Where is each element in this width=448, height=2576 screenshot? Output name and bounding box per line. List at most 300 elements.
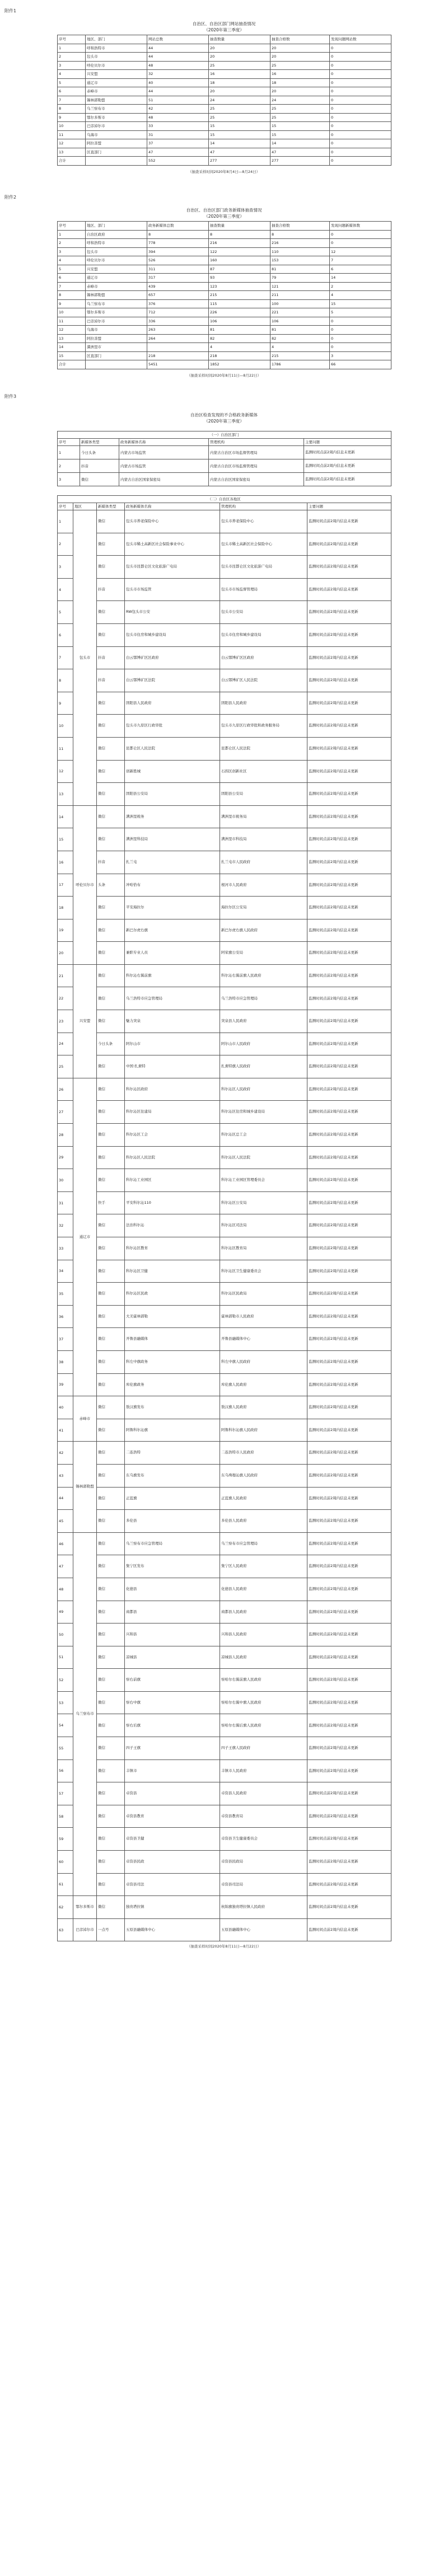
- table-cell: 0: [330, 334, 391, 343]
- table-cell: 魅力突泉: [125, 1010, 220, 1033]
- table-cell: 监测时间点前2周内信息未更新: [307, 646, 391, 669]
- table-cell: 微信: [97, 1328, 125, 1351]
- table-cell: 监测时间点前2周内信息未更新: [307, 578, 391, 601]
- table-row: [58, 1169, 391, 1192]
- table-cell: 0: [330, 96, 391, 105]
- table-cell: 兴安盟: [86, 70, 147, 79]
- table-row: [58, 1669, 391, 1692]
- table-cell: 微信: [97, 1601, 125, 1624]
- table-row: [58, 1283, 391, 1306]
- table-cell: 乌兰浩特市应急管理局: [125, 987, 220, 1010]
- table-cell: 监测时间点前2周内信息未更新: [307, 1419, 391, 1442]
- table-cell: 微信: [97, 805, 125, 828]
- table-cell: 0: [330, 122, 391, 131]
- table-row: [58, 1896, 391, 1919]
- table-cell: 呼和浩特市: [86, 239, 147, 248]
- table-header-row: [58, 222, 391, 231]
- table-cell: 56: [58, 1759, 73, 1782]
- table-row: [58, 157, 391, 166]
- table-cell: 集宁区人民政府: [220, 1555, 307, 1578]
- table-cell: 81: [209, 326, 270, 335]
- table-cell: 正蓝旗人民政府: [220, 1487, 307, 1510]
- table-cell: 监测时间点前2周内信息未更新: [307, 1328, 391, 1351]
- table-cell: 3: [58, 556, 73, 579]
- table-cell: 微信: [97, 1646, 125, 1669]
- table-cell: 33: [58, 1237, 73, 1260]
- table-cell: 0: [330, 148, 391, 157]
- table-cell: 微信: [97, 987, 125, 1010]
- table-cell: 扎赉特旗人民政府: [220, 1055, 307, 1078]
- table-cell: 监测时间点前2周内信息未更新: [307, 760, 391, 783]
- table-cell: 20: [270, 87, 330, 96]
- table-cell: [147, 343, 209, 352]
- table-row: [58, 343, 391, 352]
- table-cell: 正蓝旗: [125, 1487, 220, 1510]
- column-header: 发现问题网站数: [330, 35, 391, 44]
- table-cell: 包头市稀土高新区社会保险事业中心: [125, 533, 220, 556]
- table-cell: 微信: [97, 760, 125, 783]
- table-cell: 敖汉旗人民政府: [220, 1396, 307, 1419]
- region-cell: 锡林郭勒盟: [73, 1442, 97, 1532]
- table-cell: 内蒙古自治区市场监督管理局: [209, 459, 304, 473]
- table-cell: 7: [58, 282, 86, 291]
- table-cell: 216: [270, 239, 330, 248]
- table-row: [58, 601, 391, 624]
- table-cell: 15: [209, 130, 270, 139]
- table-cell: 53: [58, 1691, 73, 1714]
- table-cell: 察哈尔右翼前旗人民政府: [220, 1669, 307, 1692]
- attachment-2-title: 自治区、自治区部门政务新媒体抽查情况: [186, 208, 262, 213]
- table-cell: 兴和县人民政府: [220, 1624, 307, 1646]
- table-cell: 卓资县: [125, 1782, 220, 1805]
- table-row: [58, 317, 391, 326]
- table-cell: 微信: [97, 1305, 125, 1328]
- table-cell: 38: [58, 1350, 73, 1373]
- table-cell: 20: [270, 53, 330, 62]
- table-row: [58, 623, 391, 646]
- table-cell: 监测时间点前2周内信息未更新: [304, 459, 391, 473]
- table-cell: 9: [58, 299, 86, 308]
- table-row: [58, 87, 391, 96]
- table-cell: 微信: [97, 828, 125, 851]
- table-cell: 五原县融媒体中心: [220, 1918, 307, 1941]
- table-cell: 12: [58, 139, 86, 148]
- table-cell: 微信: [97, 1737, 125, 1760]
- table-cell: 微信: [97, 1442, 125, 1465]
- table-cell: 阿尔山市: [125, 1033, 220, 1055]
- table-cell: 固阳县公安局: [125, 783, 220, 806]
- table-cell: 商都县: [125, 1601, 220, 1624]
- table-row: [58, 1873, 391, 1896]
- table-row: [58, 1305, 391, 1328]
- table-cell: 内蒙古自治区国家保密局: [119, 473, 209, 486]
- table-cell: 16: [58, 851, 73, 874]
- table-cell: 11: [58, 130, 86, 139]
- table-cell: 监测时间点前2周内信息未更新: [307, 1896, 391, 1919]
- table-cell: 科尔沁区住建局: [125, 1101, 220, 1124]
- attachment-3-section-2-table: [57, 495, 391, 1941]
- table-cell: 微信: [97, 1283, 125, 1306]
- column-header: 抽查数量: [209, 35, 270, 44]
- table-cell: 226: [209, 308, 270, 317]
- table-cell: 微信: [97, 919, 125, 942]
- column-header: 政务新媒体总数: [147, 222, 209, 231]
- table-cell: 察右后旗: [125, 1714, 220, 1737]
- table-cell: 712: [147, 308, 209, 317]
- table-cell: 微信: [97, 1487, 125, 1510]
- table-cell: 监测时间点前2周内信息未更新: [307, 1918, 391, 1941]
- table-cell: 122: [209, 247, 270, 256]
- table-cell: 昆都仑区人民法院: [125, 737, 220, 760]
- table-row: [58, 446, 391, 459]
- table-cell: 科尔沁区总工会: [220, 1124, 307, 1147]
- table-cell: 微信: [97, 601, 125, 624]
- table-cell: 33: [147, 122, 209, 131]
- table-cell: 呼伦贝尔市: [86, 61, 147, 70]
- table-row: [58, 692, 391, 715]
- table-cell: 55: [58, 1737, 73, 1760]
- table-cell: 40: [58, 1396, 73, 1419]
- table-cell: 科尔沁区政府: [125, 1078, 220, 1101]
- table-cell: 微信: [97, 1078, 125, 1101]
- table-cell: 24: [270, 96, 330, 105]
- table-cell: 监测时间点前2周内信息未更新: [307, 556, 391, 579]
- table-cell: 微信: [97, 1373, 125, 1396]
- table-cell: 监测时间点前2周内信息未更新: [307, 1759, 391, 1782]
- table-cell: 监测时间点前2周内信息未更新: [307, 942, 391, 965]
- table-cell: 监测时间点前2周内信息未更新: [307, 1283, 391, 1306]
- table-cell: 科尔沁右翼前旗: [125, 964, 220, 987]
- table-row: [58, 1191, 391, 1214]
- table-cell: 今日头条: [97, 1033, 125, 1055]
- table-cell: 微信: [97, 1510, 125, 1533]
- table-cell: 包头市昆都仑区文化旅游广电局: [125, 556, 220, 579]
- attachment-2-table: [57, 221, 391, 369]
- table-row: [58, 70, 391, 79]
- table-cell: 监测时间点前2周内信息未更新: [307, 1464, 391, 1487]
- table-cell: 集宁区发布: [125, 1555, 220, 1578]
- table-row: [58, 1601, 391, 1624]
- table-cell: 16: [209, 70, 270, 79]
- table-cell: 20: [270, 44, 330, 53]
- table-cell: 微信: [97, 737, 125, 760]
- table-row: [58, 556, 391, 579]
- table-cell: 监测时间点前2周内信息未更新: [307, 1782, 391, 1805]
- table-row: [58, 148, 391, 157]
- table-cell: 221: [270, 308, 330, 317]
- table-cell: 阿拉善盟: [86, 334, 147, 343]
- column-header: 抽查合格数: [270, 35, 330, 44]
- table-cell: 监测时间点前2周内信息未更新: [307, 1055, 391, 1078]
- table-cell: 微信: [97, 1214, 125, 1237]
- table-cell: 微信: [97, 1691, 125, 1714]
- table-row: [58, 1124, 391, 1147]
- table-cell: 满洲里市税务局: [220, 805, 307, 828]
- table-cell: 25: [270, 113, 330, 122]
- table-cell: 丰镇市人民政府: [220, 1759, 307, 1782]
- table-row: [58, 299, 391, 308]
- table-row: [58, 351, 391, 360]
- table-cell: 包头市市场监督管理局: [220, 578, 307, 601]
- table-cell: 鄂尔多斯市: [86, 308, 147, 317]
- table-cell: 卓资县民政局: [220, 1851, 307, 1874]
- attachment-1-note: （抽查采样时间2020年8月4日—8月24日）: [188, 170, 260, 174]
- table-cell: 科左中旗政务: [125, 1350, 220, 1373]
- table-cell: 51: [58, 1646, 73, 1669]
- table-row: [58, 578, 391, 601]
- table-cell: 10: [58, 715, 73, 738]
- table-cell: 监测时间点前2周内信息未更新: [307, 715, 391, 738]
- table-cell: 监测时间点前2周内信息未更新: [307, 1146, 391, 1169]
- table-cell: 新巴尔虎右旗人民政府: [220, 919, 307, 942]
- attachment-1-subtitle: （2020年第三季度）: [204, 27, 244, 32]
- table-cell: 微信: [97, 1124, 125, 1147]
- table-row: [58, 919, 391, 942]
- table-cell: 4: [58, 256, 86, 265]
- table-cell: 1: [58, 510, 73, 533]
- table-cell: 16: [270, 70, 330, 79]
- table-cell: 鄂尔多斯市: [86, 113, 147, 122]
- table-cell: 阿鲁科尔沁旗人民政府: [220, 1419, 307, 1442]
- table-row: [58, 828, 391, 851]
- table-row: [58, 256, 391, 265]
- table-cell: 28: [58, 1124, 73, 1147]
- table-cell: 监测时间点前2周内信息未更新: [307, 1214, 391, 1237]
- table-row: [58, 61, 391, 70]
- table-cell: 察右前旗: [125, 1669, 220, 1692]
- table-cell: 监测时间点前2周内信息未更新: [307, 805, 391, 828]
- table-cell: 微信: [97, 1669, 125, 1692]
- table-cell: 6: [330, 265, 391, 274]
- table-row: [58, 334, 391, 343]
- table-cell: 区直部门: [86, 148, 147, 157]
- table-cell: 白云鄂博矿区区政府: [125, 646, 220, 669]
- table-cell: 监测时间点前2周内信息未更新: [307, 1828, 391, 1851]
- table-cell: 卓资县卫生健康委员会: [220, 1828, 307, 1851]
- table-row: [58, 1555, 391, 1578]
- table-cell: 46: [58, 1532, 73, 1555]
- table-cell: 包头市市场监管: [125, 578, 220, 601]
- table-cell: 216: [209, 239, 270, 248]
- table-cell: 26: [58, 1078, 73, 1101]
- table-cell: 科尔沁区公安局: [220, 1191, 307, 1214]
- table-row: [58, 1487, 391, 1510]
- table-cell: 25: [209, 61, 270, 70]
- table-cell: 2: [58, 53, 86, 62]
- table-cell: 察右中旗: [125, 1691, 220, 1714]
- table-cell: 乌兰察布市: [86, 299, 147, 308]
- column-header: 地区、部门: [86, 35, 147, 44]
- column-header: 序号: [58, 503, 73, 510]
- attachment-3-label: 附件3: [4, 394, 17, 399]
- table-cell: 创新胜城: [125, 760, 220, 783]
- column-header: 序号: [58, 35, 86, 44]
- table-cell: 监测时间点前2周内信息未更新: [307, 1555, 391, 1578]
- table-row: [58, 1010, 391, 1033]
- column-header: 序号: [58, 222, 86, 231]
- table-cell: 47: [58, 1555, 73, 1578]
- table-cell: 抖音: [97, 669, 125, 692]
- table-row: [58, 1442, 391, 1465]
- table-cell: 巴彦淖尔市: [86, 122, 147, 131]
- table-cell: 218: [209, 351, 270, 360]
- table-cell: 微信: [97, 964, 125, 987]
- table-cell: 大美霍林郭勒: [125, 1305, 220, 1328]
- table-cell: 215: [270, 351, 330, 360]
- table-cell: 14: [209, 139, 270, 148]
- table-cell: 内蒙古市场监管: [119, 446, 209, 459]
- table-row: [58, 1737, 391, 1760]
- table-cell: 微信: [97, 1260, 125, 1283]
- table-cell: 包头市住房和城乡建设局: [125, 623, 220, 646]
- table-cell: [86, 360, 147, 369]
- table-row: [58, 1828, 391, 1851]
- table-cell: 科尔沁区民政局: [220, 1283, 307, 1306]
- table-cell: 监测时间点前2周内信息未更新: [307, 1532, 391, 1555]
- table-cell: 211: [270, 291, 330, 300]
- table-cell: 科尔沁区司法局: [220, 1214, 307, 1237]
- table-cell: 呼和浩特市: [86, 44, 147, 53]
- table-cell: 石拐区创新社区: [220, 760, 307, 783]
- table-row: [58, 942, 391, 965]
- table-cell: 四子王旗人民政府: [220, 1737, 307, 1760]
- attachment-3-section-1-table: [57, 431, 391, 486]
- region-cell: 赤峰市: [73, 1396, 97, 1442]
- table-cell: 11: [58, 737, 73, 760]
- table-row: [58, 1578, 391, 1601]
- table-cell: 科尔沁区工会: [125, 1124, 220, 1147]
- table-cell: 552: [147, 157, 209, 166]
- table-row: [58, 122, 391, 131]
- table-cell: 卓资县教育: [125, 1805, 220, 1828]
- table-cell: 44: [58, 1487, 73, 1510]
- table-cell: 化德县: [125, 1578, 220, 1601]
- table-cell: 2: [58, 239, 86, 248]
- table-cell: 今日头条: [80, 446, 119, 459]
- table-cell: 37: [147, 139, 209, 148]
- column-header: 抽查合格数: [270, 222, 330, 231]
- table-cell: 科尔沁区教育: [125, 1237, 220, 1260]
- table-cell: 87: [209, 265, 270, 274]
- table-cell: 0: [330, 326, 391, 335]
- table-row: [58, 459, 391, 473]
- table-cell: 四子王旗: [125, 1737, 220, 1760]
- table-cell: 监测时间点前2周内信息未更新: [307, 1033, 391, 1055]
- table-cell: 37: [58, 1328, 73, 1351]
- table-cell: 63: [58, 1918, 73, 1941]
- table-row: [58, 1532, 391, 1555]
- table-header-row: [58, 439, 391, 446]
- table-cell: 科尔沁工业园区: [125, 1169, 220, 1192]
- table-cell: 通辽市: [86, 274, 147, 283]
- table-cell: 0: [330, 44, 391, 53]
- table-row: [58, 964, 391, 987]
- table-cell: 科尔沁区人民法院: [125, 1146, 220, 1169]
- table-cell: 115: [209, 299, 270, 308]
- table-cell: 微信: [97, 1714, 125, 1737]
- table-cell: 17: [58, 874, 73, 897]
- table-cell: 科尔沁工业园区管理委员会: [220, 1169, 307, 1192]
- table-cell: 49: [58, 1601, 73, 1624]
- table-cell: 察哈尔右翼后旗人民政府: [220, 1714, 307, 1737]
- table-row: [58, 1714, 391, 1737]
- column-header: 新媒体类型: [80, 439, 119, 446]
- table-cell: 微信: [97, 1828, 125, 1851]
- table-cell: 8: [147, 230, 209, 239]
- region-cell: 鄂尔多斯市: [73, 1896, 97, 1919]
- table-cell: 81: [270, 326, 330, 335]
- table-cell: 抖音: [97, 851, 125, 874]
- table-cell: 微信: [97, 1101, 125, 1124]
- table-cell: 47: [270, 148, 330, 157]
- region-cell: 通辽市: [73, 1078, 97, 1396]
- region-cell: 乌兰察布市: [73, 1532, 97, 1896]
- table-cell: 合计: [58, 360, 86, 369]
- table-cell: 监测时间点前2周内信息未更新: [307, 1851, 391, 1874]
- table-cell: 锡林郭勒盟: [86, 96, 147, 105]
- table-row: [58, 1033, 391, 1055]
- table-cell: 66: [330, 360, 391, 369]
- table-cell: 多伦县人民政府: [220, 1510, 307, 1533]
- table-row: [58, 1805, 391, 1828]
- table-cell: 微信: [97, 692, 125, 715]
- table-cell: 44: [147, 53, 209, 62]
- region-cell: 兴安盟: [73, 964, 97, 1078]
- table-cell: 监测时间点前2周内信息未更新: [307, 601, 391, 624]
- table-cell: 0: [330, 239, 391, 248]
- table-cell: 3: [58, 61, 86, 70]
- table-row: [58, 282, 391, 291]
- table-cell: 乌兰察布市应急管理局: [125, 1532, 220, 1555]
- table-cell: 监测时间点前2周内信息未更新: [307, 1237, 391, 1260]
- table-cell: 0: [330, 78, 391, 87]
- table-cell: 冲哈恰布: [125, 874, 220, 897]
- table-cell: 48: [147, 61, 209, 70]
- table-cell: 化德县人民政府: [220, 1578, 307, 1601]
- table-cell: 20: [209, 87, 270, 96]
- column-header: 管理机构: [209, 439, 304, 446]
- table-row: [58, 130, 391, 139]
- attachment-1-label: 附件1: [4, 8, 17, 13]
- table-cell: 0: [330, 317, 391, 326]
- table-cell: 科左中旗人民政府: [220, 1350, 307, 1373]
- table-cell: 合计: [58, 157, 86, 166]
- table-row: [58, 1260, 391, 1283]
- table-cell: 153: [270, 256, 330, 265]
- table-cell: 一点号: [97, 1918, 125, 1941]
- table-cell: 包头市九原区行政审批: [125, 715, 220, 738]
- table-cell: 监测时间点前2周内信息未更新: [307, 897, 391, 919]
- table-cell: 固阳县公安局: [220, 783, 307, 806]
- table-cell: 法治科尔沁: [125, 1214, 220, 1237]
- table-cell: 微信: [97, 1055, 125, 1078]
- table-cell: 4: [270, 343, 330, 352]
- table-cell: 兼职专业人员: [125, 942, 220, 965]
- table-cell: 监测时间点前2周内信息未更新: [307, 692, 391, 715]
- table-row: [58, 1624, 391, 1646]
- table-cell: 监测时间点前2周内信息未更新: [307, 1714, 391, 1737]
- column-header: 地区: [73, 503, 97, 510]
- table-cell: 6: [58, 274, 86, 283]
- table-cell: 乌海市: [86, 326, 147, 335]
- table-cell: 215: [209, 291, 270, 300]
- table-cell: 106: [209, 317, 270, 326]
- table-cell: [86, 157, 147, 166]
- table-cell: 卓资县民政: [125, 1851, 220, 1874]
- table-cell: 满洲里科技局: [125, 828, 220, 851]
- table-cell: 57: [58, 1782, 73, 1805]
- table-cell: 抖音: [97, 578, 125, 601]
